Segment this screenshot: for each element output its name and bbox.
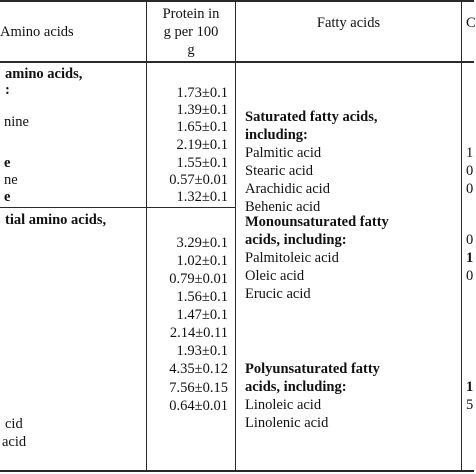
saturated-title-2: including: xyxy=(245,127,308,143)
poly-title: Polyunsaturated fatty xyxy=(245,361,380,377)
essential-value: 1.73±0.1 xyxy=(176,85,228,101)
essential-value: 2.19±0.1 xyxy=(176,137,228,153)
saturated-title: Saturated fatty acids, xyxy=(245,109,378,125)
essential-value: 1.32±0.1 xyxy=(176,189,228,205)
table-top-border xyxy=(0,0,474,2)
mono-item: Oleic acid xyxy=(245,268,305,284)
nonessential-value: 3.29±0.1 xyxy=(176,235,228,251)
essential-amino-title: amino acids, xyxy=(5,66,83,82)
amino-name-clipped: e xyxy=(4,189,11,205)
essential-amino-title-2: : xyxy=(5,82,10,98)
clipped-content-mark: 5 xyxy=(466,397,474,413)
nonessential-value: 0.79±0.01 xyxy=(169,271,228,287)
nonessential-value: 7.56±0.15 xyxy=(169,380,228,396)
essential-value: 1.39±0.1 xyxy=(176,102,228,118)
amino-name-clipped: nine xyxy=(4,114,29,130)
column-separator-3 xyxy=(461,0,462,472)
mono-item: Palmitoleic acid xyxy=(245,250,339,266)
saturated-item: Arachidic acid xyxy=(245,181,330,197)
mono-item: Erucic acid xyxy=(245,286,311,302)
mono-title: Monounsaturated fatty xyxy=(245,214,389,230)
clipped-content-mark: 1 xyxy=(466,250,474,266)
nonessential-value: 4.35±0.12 xyxy=(169,361,228,377)
nonessential-value: 2.14±0.11 xyxy=(169,325,228,341)
poly-item: Linoleic acid xyxy=(245,397,322,413)
essential-value: 1.65±0.1 xyxy=(176,119,228,135)
nonessential-amino-title: tial amino acids, xyxy=(5,212,107,228)
header-protein-line-3: g xyxy=(187,42,195,58)
amino-name-clipped: ne xyxy=(4,172,18,188)
clipped-content-mark: 0 xyxy=(466,268,474,284)
amino-section-divider-right xyxy=(146,207,235,208)
essential-value: 0.57±0.01 xyxy=(169,172,228,188)
nonessential-value: 1.47±0.1 xyxy=(176,307,228,323)
clipped-content-mark: 1 xyxy=(466,145,474,161)
saturated-item: Palmitic acid xyxy=(245,145,322,161)
header-content-clipped: C xyxy=(466,15,476,31)
header-amino-acids: Amino acids xyxy=(0,24,74,40)
nonessential-value: 1.02±0.1 xyxy=(176,253,228,269)
amino-name-clipped: e xyxy=(4,155,11,171)
clipped-content-mark: 1 xyxy=(466,379,474,395)
saturated-item: Behenic acid xyxy=(245,199,321,215)
essential-value: 1.55±0.1 xyxy=(176,155,228,171)
header-protein-line-2: g per 100 xyxy=(163,24,219,40)
poly-title-2: acids, including: xyxy=(245,379,347,395)
amino-name-clipped: cid xyxy=(5,416,23,432)
poly-item: Linolenic acid xyxy=(245,415,329,431)
amino-section-divider xyxy=(0,207,146,208)
clipped-content-mark: 0 xyxy=(466,181,474,197)
mono-title-2: acids, including: xyxy=(245,232,347,248)
nonessential-value: 1.56±0.1 xyxy=(176,289,228,305)
column-separator-2 xyxy=(235,0,236,472)
amino-name-clipped: acid xyxy=(2,434,27,450)
nonessential-value: 0.64±0.01 xyxy=(169,398,228,414)
header-fatty-acids: Fatty acids xyxy=(316,15,381,31)
saturated-item: Stearic acid xyxy=(245,163,314,179)
header-protein-line-1: Protein in xyxy=(162,6,220,22)
nonessential-value: 1.93±0.1 xyxy=(176,343,228,359)
clipped-content-mark: 0 xyxy=(466,163,474,179)
table-bottom-border xyxy=(0,470,474,472)
header-divider xyxy=(0,61,474,63)
clipped-content-mark: 0 xyxy=(466,232,474,248)
